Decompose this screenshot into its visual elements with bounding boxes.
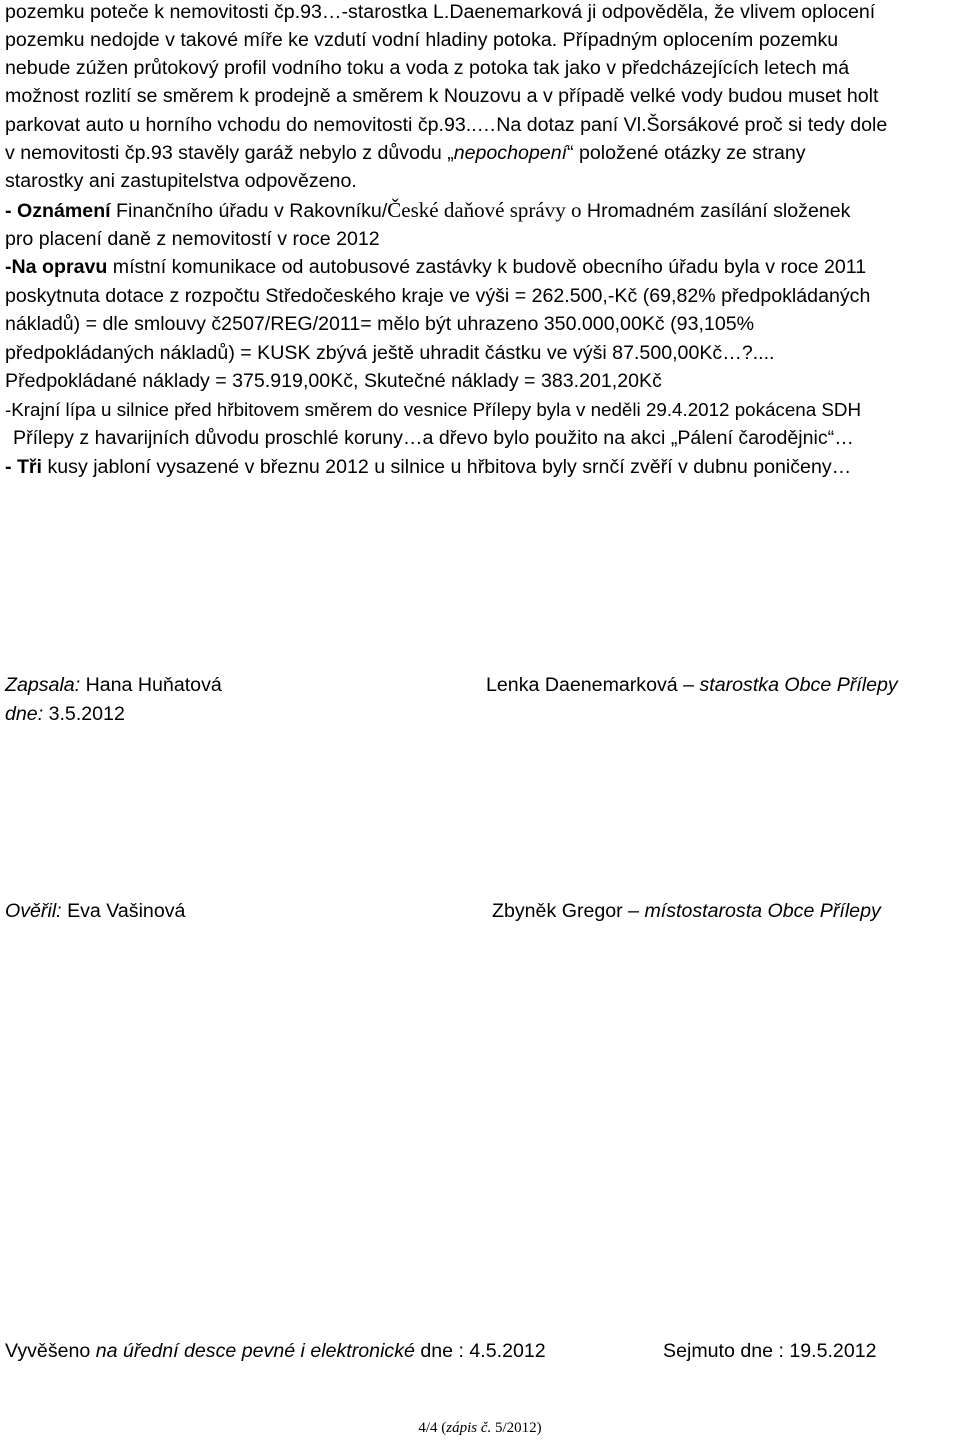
paragraph-text: “ položené otázky ze strany [567, 142, 806, 164]
dne-line [5, 700, 125, 728]
paragraph-line: pro placení daně z nemovitostí v roce 2012 [5, 228, 380, 250]
starostka-title: starostka Obce Přílepy [699, 674, 898, 696]
paragraph-line: pozemku poteče k nemovitosti čp.93…-starostka L.Daenemarková ji odpověděla, že vlivem oplocení [5, 1, 876, 23]
zapsala-label: Zapsala: [5, 674, 81, 696]
vyveseno-line [5, 1337, 546, 1365]
sejmuto-line: Sejmuto dne : 19.5.2012 [663, 1340, 877, 1362]
emphasis-text: nepochopení [453, 142, 568, 164]
overil-label: Ověřil: [5, 900, 62, 922]
mistostarosta-name: Zbyněk Gregor – [492, 900, 645, 922]
paragraph-line: Předpokládané náklady = 375.919,00Kč, Skutečné náklady = 383.201,20Kč [5, 370, 662, 392]
item-lead: - Oznámení [5, 200, 111, 222]
paragraph-line: Přílepy z havarijních důvodu proschlé koruny…a dřevo bylo použito na akci „Pálení čarodějnic“… [13, 427, 854, 449]
overil-name: Eva Vašinová [61, 900, 186, 922]
paragraph-line: možnost rozlití se směrem k prodejně a směrem k Nouzovu a v případě velké vody budou muset holt [5, 85, 879, 107]
item-text: kusy jabloní vysazené v březnu 2012 u silnice u hřbitova byly srnčí zvěří v dubnu poničeny… [42, 456, 852, 478]
footer-page: 4/4 ( [418, 1420, 447, 1436]
vyveseno-date: dne : 4.5.2012 [414, 1340, 546, 1362]
item-text: Finančního úřadu v Rakovníku/ [110, 200, 388, 222]
item-lead: -Na opravu [5, 256, 108, 278]
item-text-serif: České daňové správy o [387, 198, 582, 222]
item-lead: - Tři [5, 456, 43, 478]
vyveseno-label: Vyvěšeno [5, 1340, 96, 1362]
paragraph-line: pozemku nedojde v takové míře ke vzdutí vodní hladiny potoka. Případným oplocením pozemku [5, 29, 839, 51]
item-tri [5, 453, 851, 481]
paragraph-line: starostky ani zastupitelstva odpovězeno. [5, 170, 357, 192]
paragraph-text: v nemovitosti čp.93 stavěly garáž nebylo z důvodu „ [5, 142, 454, 164]
paragraph-line: poskytnuta dotace z rozpočtu Středočeského kraje ve výši = 262.500,-Kč (69,82% předpokládaných [5, 285, 871, 307]
mistostarosta-title: místostarosta Obce Přílepy [644, 900, 881, 922]
dne-label: dne: [5, 703, 44, 725]
paragraph-line: předpokládaných nákladů) = KUSK zbývá ještě uhradit částku ve výši 87.500,00Kč…?.... [5, 342, 775, 364]
paragraph-line: parkovat auto u horního vchodu do nemovitosti čp.93..…Na dotaz paní Vl.Šorsákové proč si tedy dole [5, 114, 888, 136]
dne-value: 3.5.2012 [43, 703, 125, 725]
paragraph-line: nebude zúžen průtokový profil vodního toku a voda z potoka tak jako v předcházejících letech má [5, 57, 850, 79]
footer-doc: zápis č. [446, 1420, 492, 1436]
page-footer [0, 1420, 960, 1437]
footer-doc-number: 5/2012) [491, 1420, 542, 1436]
mistostarosta-line [492, 897, 881, 925]
item-oprava [5, 253, 866, 281]
overil-line [5, 897, 185, 925]
zapsala-line [5, 671, 222, 699]
paragraph-line [5, 139, 806, 167]
starostka-name: Lenka Daenemarková – [486, 674, 700, 696]
item-text: místní komunikace od autobusové zastávky k budově obecního úřadu byla v roce 2011 [107, 256, 867, 278]
zapsala-name: Hana Huňatová [80, 674, 222, 696]
starostka-line [486, 671, 898, 699]
item-text: Hromadném zasílání složenek [581, 200, 851, 222]
item-oznameni [5, 196, 850, 225]
paragraph-line: nákladů) = dle smlouvy č2507/REG/2011= mělo být uhrazeno 350.000,00Kč (93,105% [5, 313, 755, 335]
vyveseno-place: na úřední desce pevné i elektronické [95, 1340, 415, 1362]
item-lipa: -Krajní lípa u silnice před hřbitovem směrem do vesnice Přílepy byla v neděli 29.4.2012 pokácena SDH [5, 399, 862, 420]
